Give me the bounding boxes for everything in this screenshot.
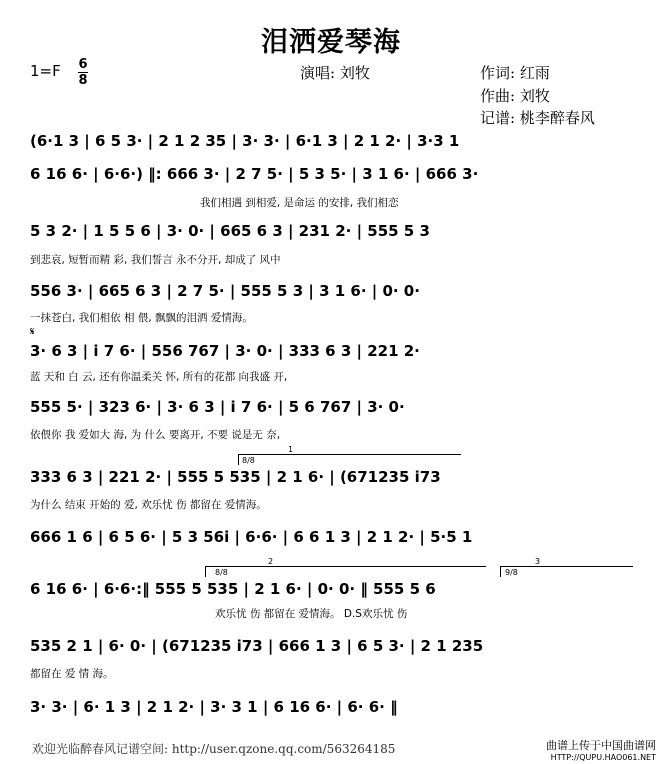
lyric-row-2: 我们相遇 到相爱, 是命运 的安排, 我们相恋 <box>200 197 399 209</box>
lyric-row-9: 欢乐忧 伤 都留在 爱情海。 D.S欢乐忧 伤 <box>215 608 408 620</box>
brand-text: 曲谱上传于中国曲谱网 <box>546 739 656 752</box>
notation-row-6: 555 5· | 323 6· | 3· 6 3 | i 7 6· | 5 6 767 | 3· 0· <box>30 398 405 416</box>
volta-meter-2: 8/8 <box>215 568 228 577</box>
volta-meter-1: 8/8 <box>242 456 255 465</box>
volta-number-2: 2 <box>268 557 274 566</box>
notation-row-3: 5 3 2· | 1 5 5 6 | 3· 0· | 665 6 3 | 231 2· | 555 5 3 <box>30 222 430 240</box>
notation-row-1: (6·1 3 | 6 5 3· | 2 1 2 35 | 3· 3· | 6·1 3 | 2 1 2· | 3·3 1 <box>30 132 460 150</box>
lyric-row-7: 为什么 结束 开始的 爱, 欢乐忧 伤 都留在 爱情海。 <box>30 499 267 511</box>
brand-watermark <box>546 740 656 764</box>
lyric-row-5: 蓝 天和 白 云, 还有你温柔关 怀, 所有的花都 向我盛 开, <box>30 371 288 383</box>
transcriber-credit: 记谱: 桃李醉春风 <box>480 109 595 127</box>
notation-row-8: 666 1 6 | 6 5 6· | 5 3 56i | 6·6· | 6 6 1 3 | 2 1 2· | 5·5 1 <box>30 528 473 546</box>
volta-meter-3: 9/8 <box>505 568 518 577</box>
song-title: 泪洒爱琴海 <box>261 27 401 58</box>
lyric-row-3: 到悲哀, 短暂而精 彩, 我们誓言 永不分开, 却成了 风中 <box>30 254 281 266</box>
notation-row-7: 333 6 3 | 221 2· | 555 5 535 | 2 1 6· | (671235 i73 <box>30 468 441 486</box>
time-signature-top: 6 <box>78 57 88 72</box>
volta-number-1: 1 <box>288 445 294 454</box>
time-signature <box>78 58 88 87</box>
lyric-row-6: 依偎你 我 爱如大 海, 为 什么 要离开, 不要 说是无 奈, <box>30 429 281 441</box>
notation-row-9: 6 16 6· | 6·6·:‖ 555 5 535 | 2 1 6· | 0· 0· ‖ 555 5 6 <box>30 580 436 598</box>
notation-row-11: 3· 3· | 6· 1 3 | 2 1 2· | 3· 3 1 | 6 16 6· | 6· 6· ‖ <box>30 698 398 716</box>
brand-url: HTTP://QUPU.HAO061.NET <box>550 753 656 762</box>
singer-credit: 演唱: 刘牧 <box>300 64 370 82</box>
notation-row-10: 535 2 1 | 6· 0· | (671235 i73 | 666 1 3 | 6 5 3· | 2 1 235 <box>30 637 484 655</box>
segno-sign: 𝄋 <box>30 325 35 338</box>
volta-bracket-2 <box>205 566 486 577</box>
lyricist-credit: 作词: 红雨 <box>480 64 550 82</box>
time-signature-bottom: 8 <box>78 73 88 88</box>
notation-row-4: 556 3· | 665 6 3 | 2 7 5· | 555 5 3 | 3 1 6· | 0· 0· <box>30 282 420 300</box>
key-signature: 1=F <box>30 62 61 80</box>
footer-credit: 欢迎光临醉春风记谱空间: http://user.qzone.qq.com/563264185 <box>32 742 396 756</box>
volta-bracket-3 <box>500 566 633 577</box>
notation-row-2: 6 16 6· | 6·6·) ‖: 666 3· | 2 7 5· | 5 3 5· | 3 1 6· | 666 3· <box>30 165 479 183</box>
volta-number-3: 3 <box>535 557 541 566</box>
lyric-row-10: 都留在 爱 情 海。 <box>30 668 114 680</box>
lyric-row-4: 一抹苍白, 我们相依 相 偎, 飘飘的泪洒 爱情海。 <box>30 312 253 324</box>
notation-row-5: 3· 6 3 | i 7 6· | 556 767 | 3· 0· | 333 6 3 | 221 2· <box>30 342 420 360</box>
composer-credit: 作曲: 刘牧 <box>480 87 550 105</box>
volta-bracket-1 <box>238 454 461 465</box>
